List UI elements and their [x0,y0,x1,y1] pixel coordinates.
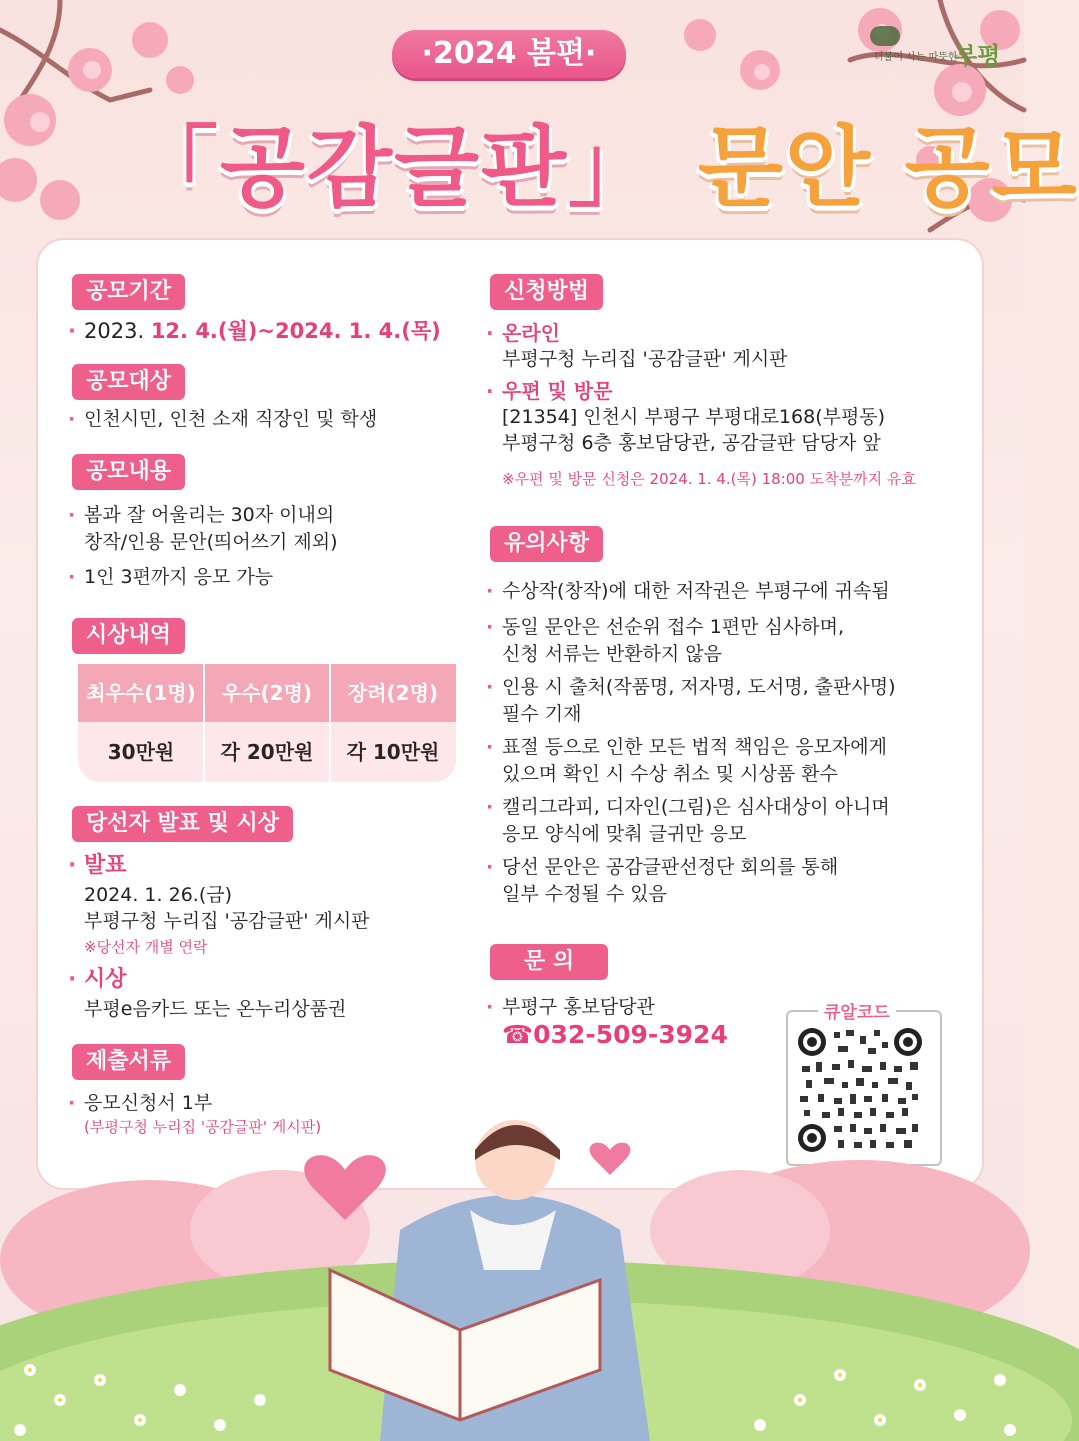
caution-line: · 당선 문안은 공감글판선정단 회의를 통해 [502,856,839,878]
announce-place: 부평구청 누리집 '공감글판' 게시판 [84,910,370,932]
caution-item [502,578,890,605]
announce-heading: 당선자 발표 및 시상 [72,806,293,842]
caution-line: 신청 서류는 반환하지 않음 [502,643,723,665]
target-text: · 인천시민, 인천 소재 직장인 및 학생 [84,406,377,433]
apply-note: ※우편 및 방문 신청은 2024. 1. 4.(목) 18:00 도착분까지 유효 [502,470,916,488]
prize-table [78,664,456,782]
award-text: 부평e음카드 또는 온누리상품권 [84,998,347,1020]
contact-phone[interactable]: ☎032-509-3924 [502,1020,728,1049]
caution-item [502,614,844,668]
title-part-2: 문안 공모 [698,116,1079,219]
target-heading: 공모대상 [72,364,185,400]
logo-name: 부평 [954,41,1001,70]
caution-item [502,734,887,788]
period-prefix: 2023. [84,319,145,343]
caution-item [502,674,896,728]
caution-line: · 캘리그라피, 디자인(그림)은 심사대상이 아니며 [502,796,890,818]
apply-mail-line-2: 부평구청 6층 홍보담당관, 공감글판 담당자 앞 [502,432,881,454]
contact-dept: · 부평구 홍보담당관 [502,994,655,1021]
announce-sub-heading: · 발표 [84,852,127,879]
announce-date: 2024. 1. 26.(금) [84,884,232,906]
prize-header-grand: 최우수(1명) [78,664,204,722]
caution-line: 필수 기재 [502,703,582,725]
page-title [130,98,1079,224]
content-item-1 [84,502,338,556]
caution-line: · 인용 시 출처(작품명, 저자명, 도서명, 출판사명) [502,676,896,698]
qr-label: 큐알코드 [818,998,896,1023]
title-part-1: 「공감글판」 [130,116,659,219]
prize-header-encouragement: 장려(2명) [330,664,456,722]
content-item-2: · 1인 3편까지 응모 가능 [84,564,273,591]
caution-line: 있으며 확인 시 수상 취소 및 시상품 환수 [502,763,838,785]
apply-mail-label: · 우편 및 방문 [502,378,613,405]
reading-person-illustration [0,1170,1024,1441]
prize-value-encouragement: 각 10만원 [346,740,440,764]
announce-note: ※당선자 개별 연락 [84,938,208,956]
apply-heading: 신청방법 [490,274,603,310]
award-sub-heading: · 시상 [84,966,127,993]
apply-online-text: 부평구청 누리집 '공감글판' 게시판 [502,348,788,370]
caution-line: 일부 수정될 수 있음 [502,883,667,905]
period-text [84,318,441,345]
content-item-1-line-1: · 봄과 잘 어울리는 30자 이내의 [84,504,335,526]
logo-mark-icon [870,26,900,46]
qr-code-icon[interactable] [798,1028,922,1152]
docs-heading: 제출서류 [72,1044,185,1080]
prize-divider [203,664,205,782]
contact-heading: 문 의 [490,944,608,980]
period-heading: 공모기간 [72,274,185,310]
bupyeong-logo [870,26,1002,70]
content-item-1-line-2: 창작/인용 문안(띄어쓰기 제외) [84,531,338,553]
edition-badge: ·2024 봄편· [392,30,626,78]
prize-heading: 시상내역 [72,618,185,654]
prize-value-excellence: 각 20만원 [220,740,314,764]
caution-item [502,854,838,908]
prize-value-grand: 30만원 [107,740,175,764]
logo-slogan: 더불어 사는 따뜻한 [874,52,958,63]
docs-item: · 응모신청서 1부 [84,1090,212,1117]
prize-header-excellence: 우수(2명) [204,664,330,722]
caution-line: · 표절 등으로 인한 모든 법적 책임은 응모자에게 [502,736,887,758]
caution-line: 응모 양식에 맞춰 글귀만 응모 [502,823,747,845]
content-heading: 공모내용 [72,454,185,490]
prize-divider [329,664,331,782]
period-value: 12. 4.(월)~2024. 1. 4.(목) [150,319,441,343]
apply-online-label: · 온라인 [502,320,560,347]
apply-mail-line-1: [21354] 인천시 부평구 부평대로168(부평동) [502,406,886,428]
caution-item [502,794,890,848]
docs-note: (부평구청 누리집 '공감글판' 게시판) [84,1118,322,1136]
caution-line: · 동일 문안은 선순위 접수 1편만 심사하며, [502,616,844,638]
cautions-heading: 유의사항 [490,526,603,562]
caution-line: · 수상작(창작)에 대한 저작권은 부평구에 귀속됨 [502,580,890,602]
